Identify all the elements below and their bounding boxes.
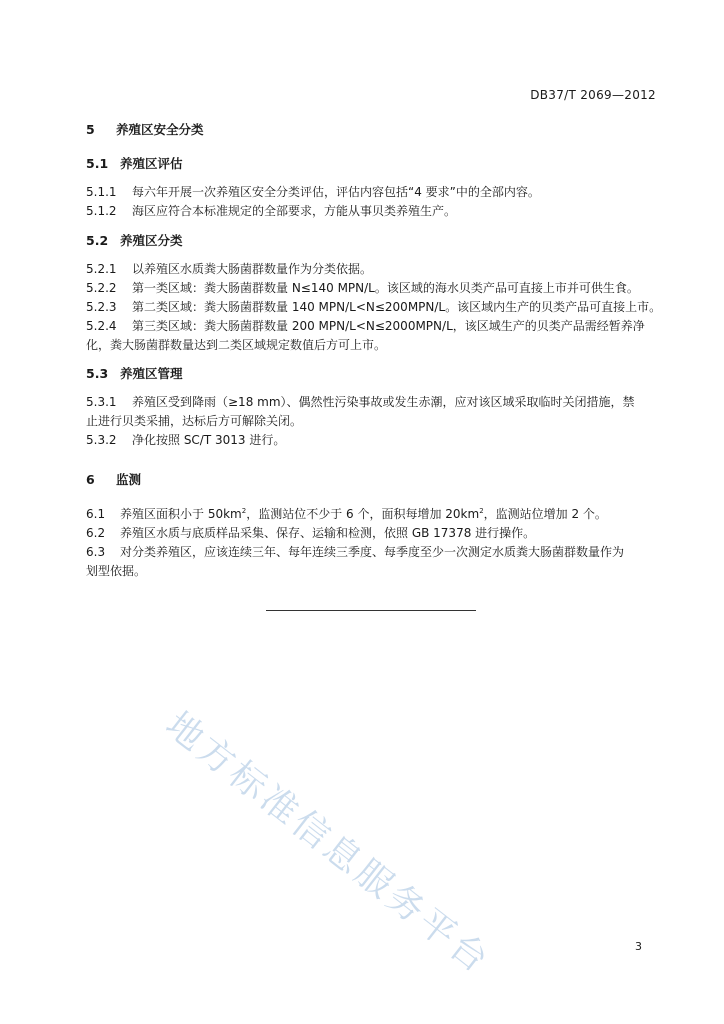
clause-6-2: [86, 524, 658, 543]
end-rule: [266, 610, 476, 611]
clause-6-3: [86, 543, 658, 562]
section-number: 5.1: [86, 156, 109, 171]
clause-number: 5.2.3: [86, 300, 117, 314]
clause-5-3-2: [86, 431, 658, 450]
superscript: 2: [479, 507, 484, 515]
clause-text: 养殖区受到降雨（≥18 mm）、偶然性污染事故或发生赤潮，应对该区域采取临时关闭措施，禁: [132, 395, 635, 409]
clause-5-2-4-continued: 化，粪大肠菌群数量达到二类区域规定数值后方可上市。: [86, 338, 387, 352]
section-title: 养殖区管理: [120, 366, 183, 381]
clause-number: 5.1.1: [86, 185, 117, 199]
clause-text: 每六年开展一次养殖区安全分类评估，评估内容包括“4 要求”中的全部内容。: [132, 185, 540, 199]
section-number: 5.3: [86, 366, 109, 381]
superscript: 2: [241, 507, 247, 515]
section-5-3-heading: [86, 364, 658, 383]
clause-5-2-4: [86, 317, 658, 336]
section-5-1-heading: [86, 154, 658, 173]
watermark: 地方标准信息服务平台: [157, 704, 499, 983]
section-number: 5.2: [86, 233, 109, 248]
clause-number: 5.3.1: [86, 395, 117, 409]
section-title: 监测: [116, 472, 142, 487]
clause-5-2-3: [86, 298, 662, 317]
clause-5-2-1: [86, 260, 658, 279]
clause-number: 5.1.2: [86, 204, 117, 218]
clause-text-c: ，监测站位增加 2 个。: [483, 507, 607, 521]
section-title: 养殖区安全分类: [116, 122, 204, 137]
document-code: DB37/T 2069—2012: [530, 88, 656, 102]
section-number: 5: [86, 122, 95, 137]
section-6-heading: [86, 470, 658, 489]
clause-number: 5.2.1: [86, 262, 117, 276]
clause-text: 养殖区水质与底质样品采集、保存、运输和检测，依照 GB 17378 进行操作。: [120, 526, 536, 540]
clause-6-3-continued: 划型依据。: [86, 564, 147, 578]
clause-number: 6.2: [86, 526, 106, 540]
page-number: 3: [635, 940, 642, 953]
clause-5-3-1: [86, 393, 658, 412]
section-title: 养殖区分类: [120, 233, 183, 248]
section-5-heading: [86, 120, 658, 139]
clause-5-1-1: [86, 183, 658, 202]
section-number: 6: [86, 472, 95, 487]
clause-number: 6.1: [86, 507, 106, 521]
clause-text: 海区应符合本标准规定的全部要求，方能从事贝类养殖生产。: [132, 204, 457, 218]
clause-text: 对分类养殖区，应该连续三年、每年连续三季度、每季度至少一次测定水质粪大肠菌群数量作为: [120, 545, 625, 559]
clause-text-a: 养殖区面积小于 50km: [120, 507, 242, 521]
clause-text-b: ，监测站位不少于 6 个，面积每增加 20km: [246, 507, 480, 521]
section-title: 养殖区评估: [120, 156, 183, 171]
clause-text: 第二类区域：粪大肠菌群数量 140 MPN/L<N≤200MPN/L。该区域内生产的贝类产品可直接上市。: [132, 300, 662, 314]
clause-text: 以养殖区水质粪大肠菌群数量作为分类依据。: [132, 262, 373, 276]
clause-number: 5.2.2: [86, 281, 117, 295]
clause-6-1: [86, 505, 658, 524]
clause-5-3-1-continued: 止进行贝类采捕，达标后方可解除关闭。: [86, 414, 303, 428]
clause-number: 5.3.2: [86, 433, 117, 447]
clause-text: 净化按照 SC/T 3013 进行。: [132, 433, 286, 447]
clause-5-1-2: [86, 202, 658, 221]
clause-number: 5.2.4: [86, 319, 117, 333]
clause-text: 第一类区域：粪大肠菌群数量 N≤140 MPN/L。该区域的海水贝类产品可直接上市并可供生食。: [132, 281, 639, 295]
section-5-2-heading: [86, 231, 658, 250]
clause-5-2-2: [86, 279, 658, 298]
clause-number: 6.3: [86, 545, 106, 559]
clause-text: 第三类区域：粪大肠菌群数量 200 MPN/L<N≤2000MPN/L，该区域生产的贝类产品需经暂养净: [132, 319, 645, 333]
